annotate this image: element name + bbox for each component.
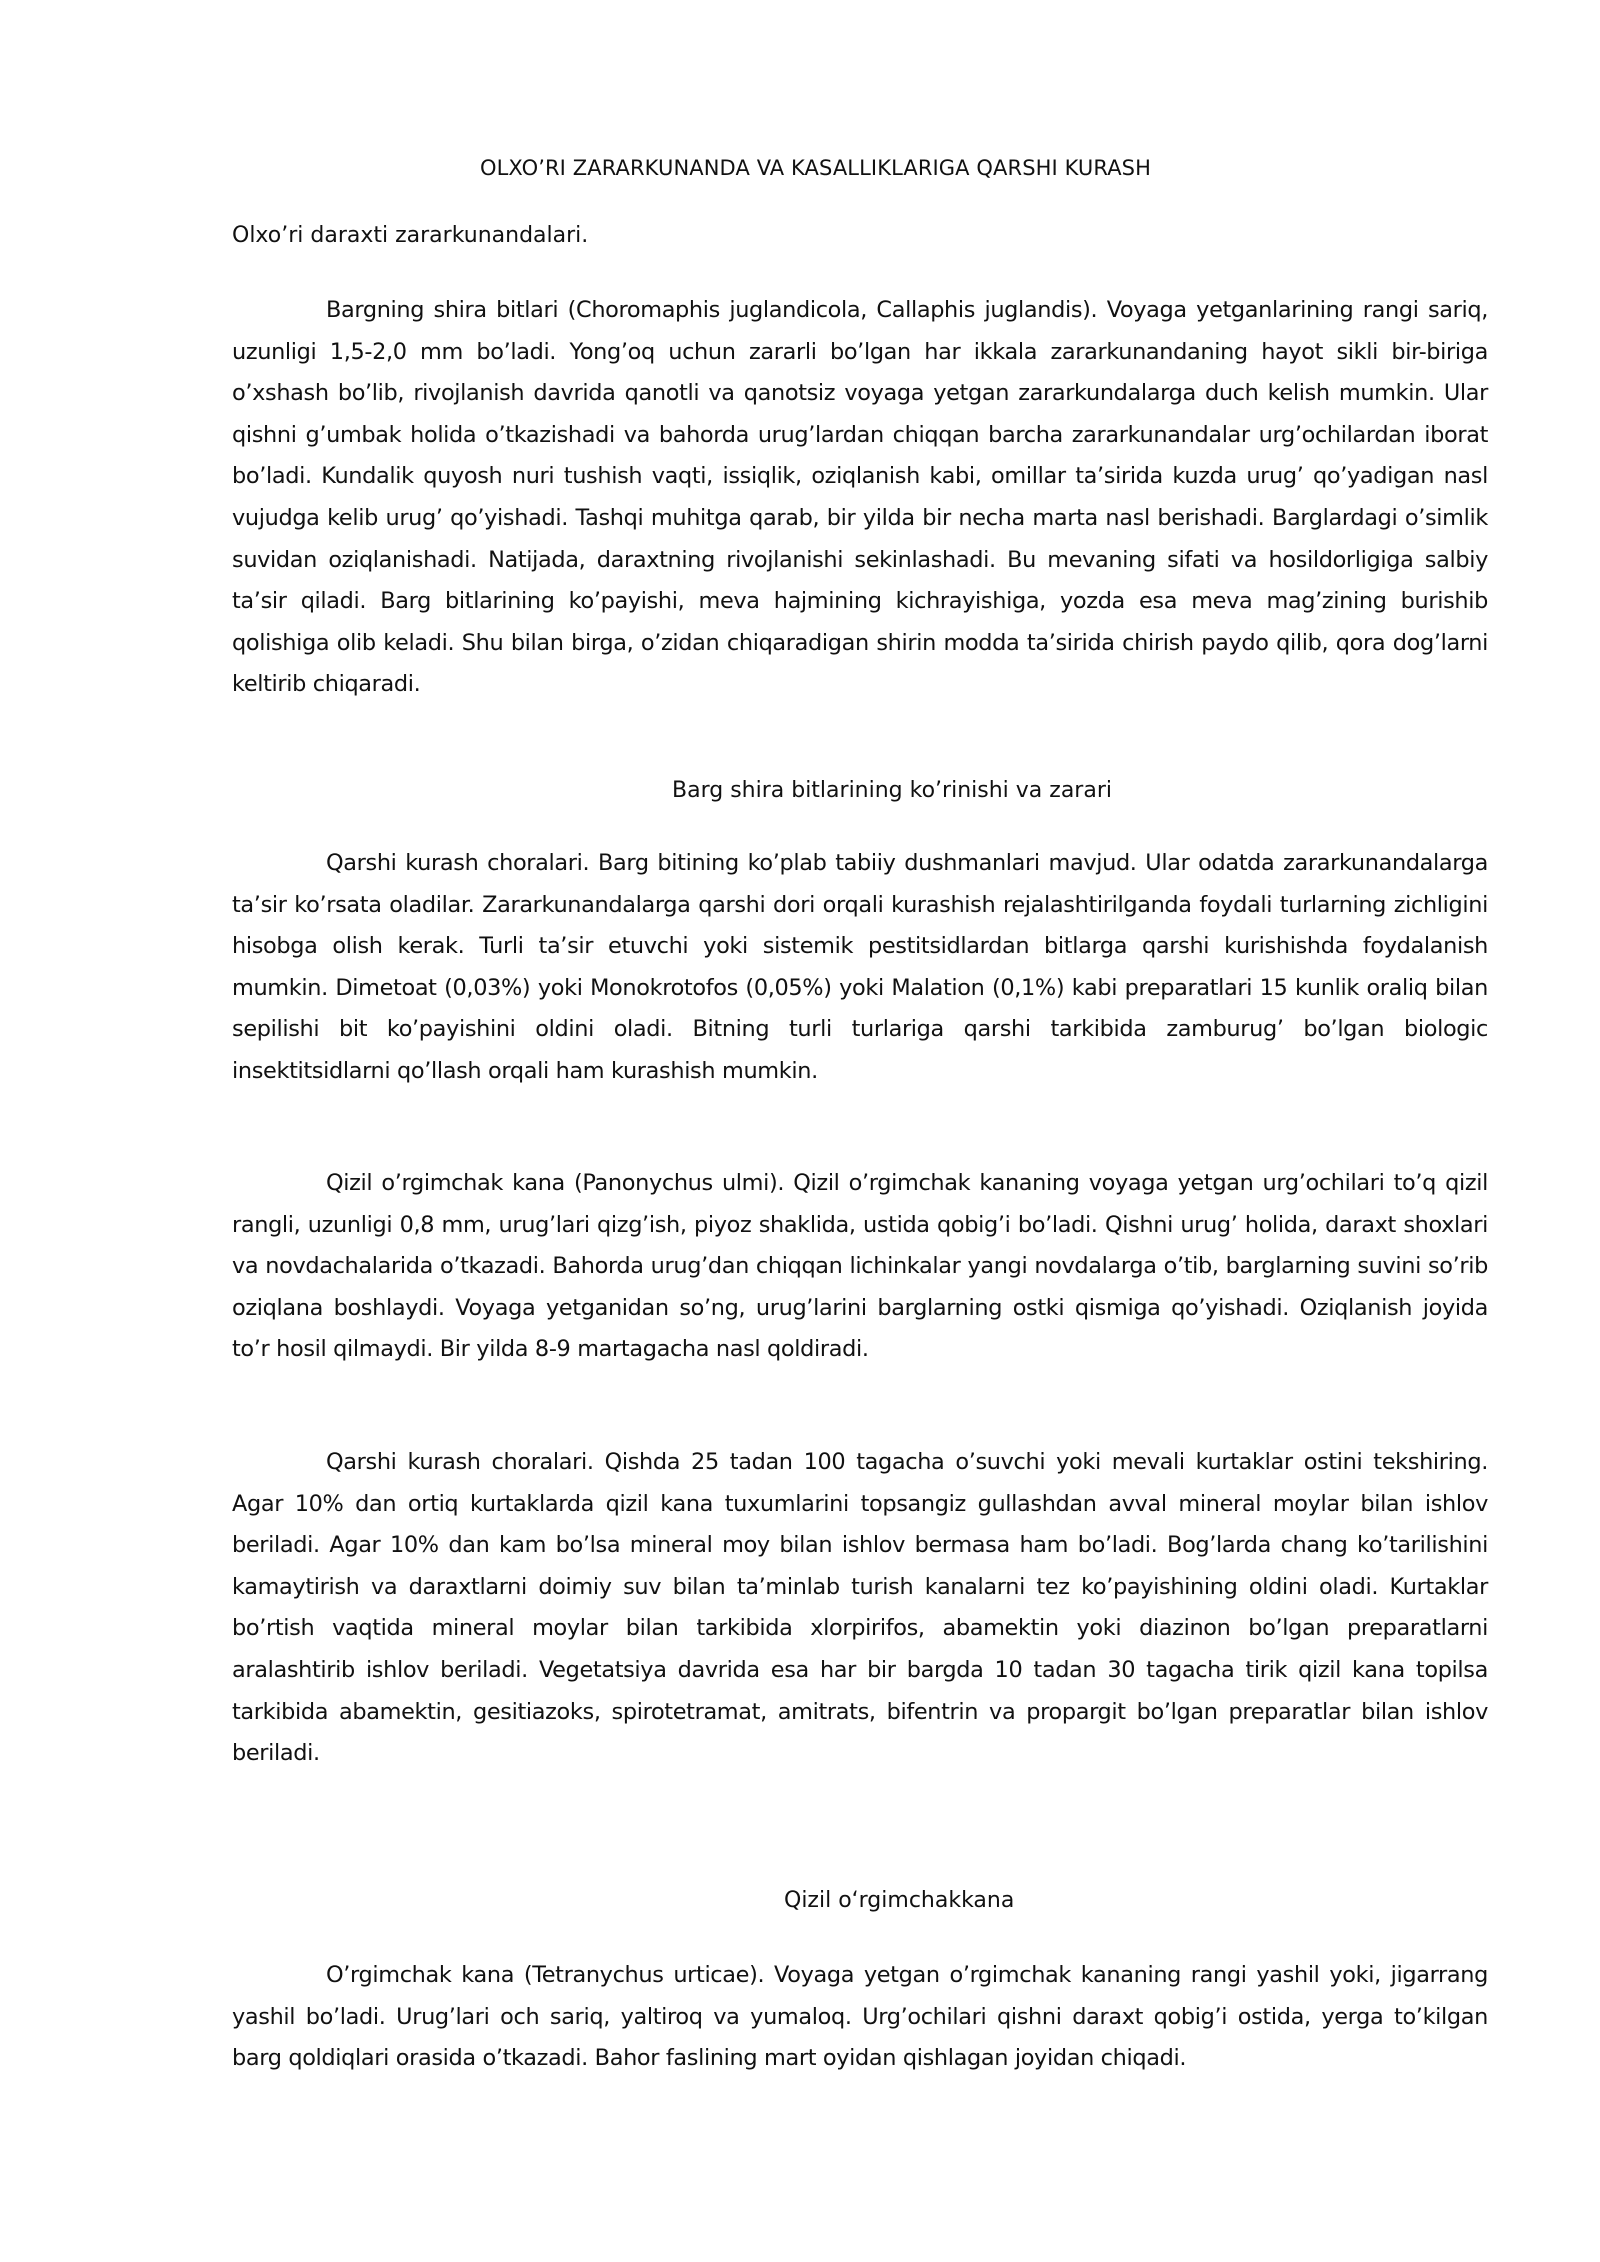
- paragraph: O’rgimchak kana (Tetranychus urticae). Voyaga yetgan o’rgimchak kananing rangi yashil yoki, jigarrang yashil bo’ladi. Urug’lari och sariq, yaltiroq va yumaloq. Urg’ochilari qishni daraxt qobig’i ostida, yerga to’kilgan barg qoldiqlari orasida o’tkazadi. Bahor faslining mart oyidan qishlagan joyidan chiqadi.: [232, 1962, 1488, 2072]
- figure-caption: Qizil o‘rgimchakkana: [784, 1888, 1015, 1913]
- figure-caption: Barg shira bitlarining ko’rinishi va zarari: [672, 778, 1112, 803]
- section-heading: Olxo’ri daraxti zararkunandalari.: [232, 223, 589, 248]
- paragraph: Qizil o’rgimchak kana (Panonychus ulmi). Qizil o’rgimchak kananing voyaga yetgan urg’ochilari to’q qizil rangli, uzunligi 0,8 mm, urug’lari qizg’ish, piyoz shaklida, ustida qobig’i bo’ladi. Qishni urug’ holida, daraxt shoxlari va novdachalarida o’tkazadi. Bahorda urug’dan chiqqan lichinkalar yangi novdalarga o’tib, barglarning suvini so’rib oziqlana boshlaydi. Voyaga yetganidan so’ng, urug’larini barglarning ostki qismiga qo’yishadi. Oziqlanish joyida to’r hosil qilmaydi. Bir yilda 8-9 martagacha nasl qoldiradi.: [232, 1170, 1488, 1363]
- document-title: OLXO’RI ZARARKUNANDA VA KASALLIKLARIGA QARSHI KURASH: [480, 156, 1151, 180]
- paragraph: Bargning shira bitlari (Choromaphis juglandicola, Callaphis juglandis). Voyaga yetganlarining rangi sariq, uzunligi 1,5-2,0 mm bo’ladi. Yong’oq uchun zararli bo’lgan har ikkala zararkunandaning hayot sikli bir-biriga o’xshash bo’lib, rivojlanish davrida qanotli va qanotsiz voyaga yetgan zararkundalarga duch kelish mumkin. Ular qishni g’umbak holida o’tkazishadi va bahorda urug’lardan chiqqan barcha zararkunandalar urg’ochilardan iborat bo’ladi. Kundalik quyosh nuri tushish vaqti, issiqlik, oziqlanish kabi, omillar ta’sirida kuzda urug’ qo’yadigan nasl vujudga kelib urug’ qo’yishadi. Tashqi muhitga qarab, bir yilda bir necha marta nasl berishadi. Barglardagi o’simlik suvidan oziqlanishadi. Natijada, daraxtning rivojlanishi sekinlashadi. Bu mevaning sifati va hosildorligiga salbiy ta’sir qiladi. Barg bitlarining ko’payishi, meva hajmining kichrayishiga, yozda esa meva mag’zining burishib qolishiga olib keladi. Shu bilan birga, o’zidan chiqaradigan shirin modda ta’sirida chirish paydo qilib, qora dog’larni keltirib chiqaradi.: [232, 297, 1488, 698]
- paragraph: Qarshi kurash choralari. Barg bitining ko’plab tabiiy dushmanlari mavjud. Ular odatda zararkunandalarga ta’sir ko’rsata oladilar. Zararkunandalarga qarshi dori orqali kurashish rejalashtirilganda foydali turlarning zichligini hisobga olish kerak. Turli ta’sir etuvchi yoki sistemik pestitsidlardan bitlarga qarshi kurishishda foydalanish mumkin. Dimetoat (0,03%) yoki Monokrotofos (0,05%) yoki Malation (0,1%) kabi preparatlari 15 kunlik oraliq bilan sepilishi bit ko’payishini oldini oladi. Bitning turli turlariga qarshi tarkibida zamburug’ bo’lgan biologic insektitsidlarni qo’llash orqali ham kurashish mumkin.: [232, 850, 1488, 1084]
- paragraph: Qarshi kurash choralari. Qishda 25 tadan 100 tagacha o’suvchi yoki mevali kurtaklar ostini tekshiring. Agar 10% dan ortiq kurtaklarda qizil kana tuxumlarini topsangiz gullashdan avval mineral moylar bilan ishlov beriladi. Agar 10% dan kam bo’lsa mineral moy bilan ishlov bermasa ham bo’ladi. Bog’larda chang ko’tarilishini kamaytirish va daraxtlarni doimiy suv bilan ta’minlab turish kanalarni tez ko’payishining oldini oladi. Kurtaklar bo’rtish vaqtida mineral moylar bilan tarkibida xlorpirifos, abamektin yoki diazinon bo’lgan preparatlarni aralashtirib ishlov beriladi. Vegetatsiya davrida esa har bir bargda 10 tadan 30 tagacha tirik qizil kana topilsa tarkibida abamektin, gesitiazoks, spirotetramat, amitrats, bifentrin va propargit bo’lgan preparatlar bilan ishlov beriladi.: [232, 1449, 1488, 1767]
